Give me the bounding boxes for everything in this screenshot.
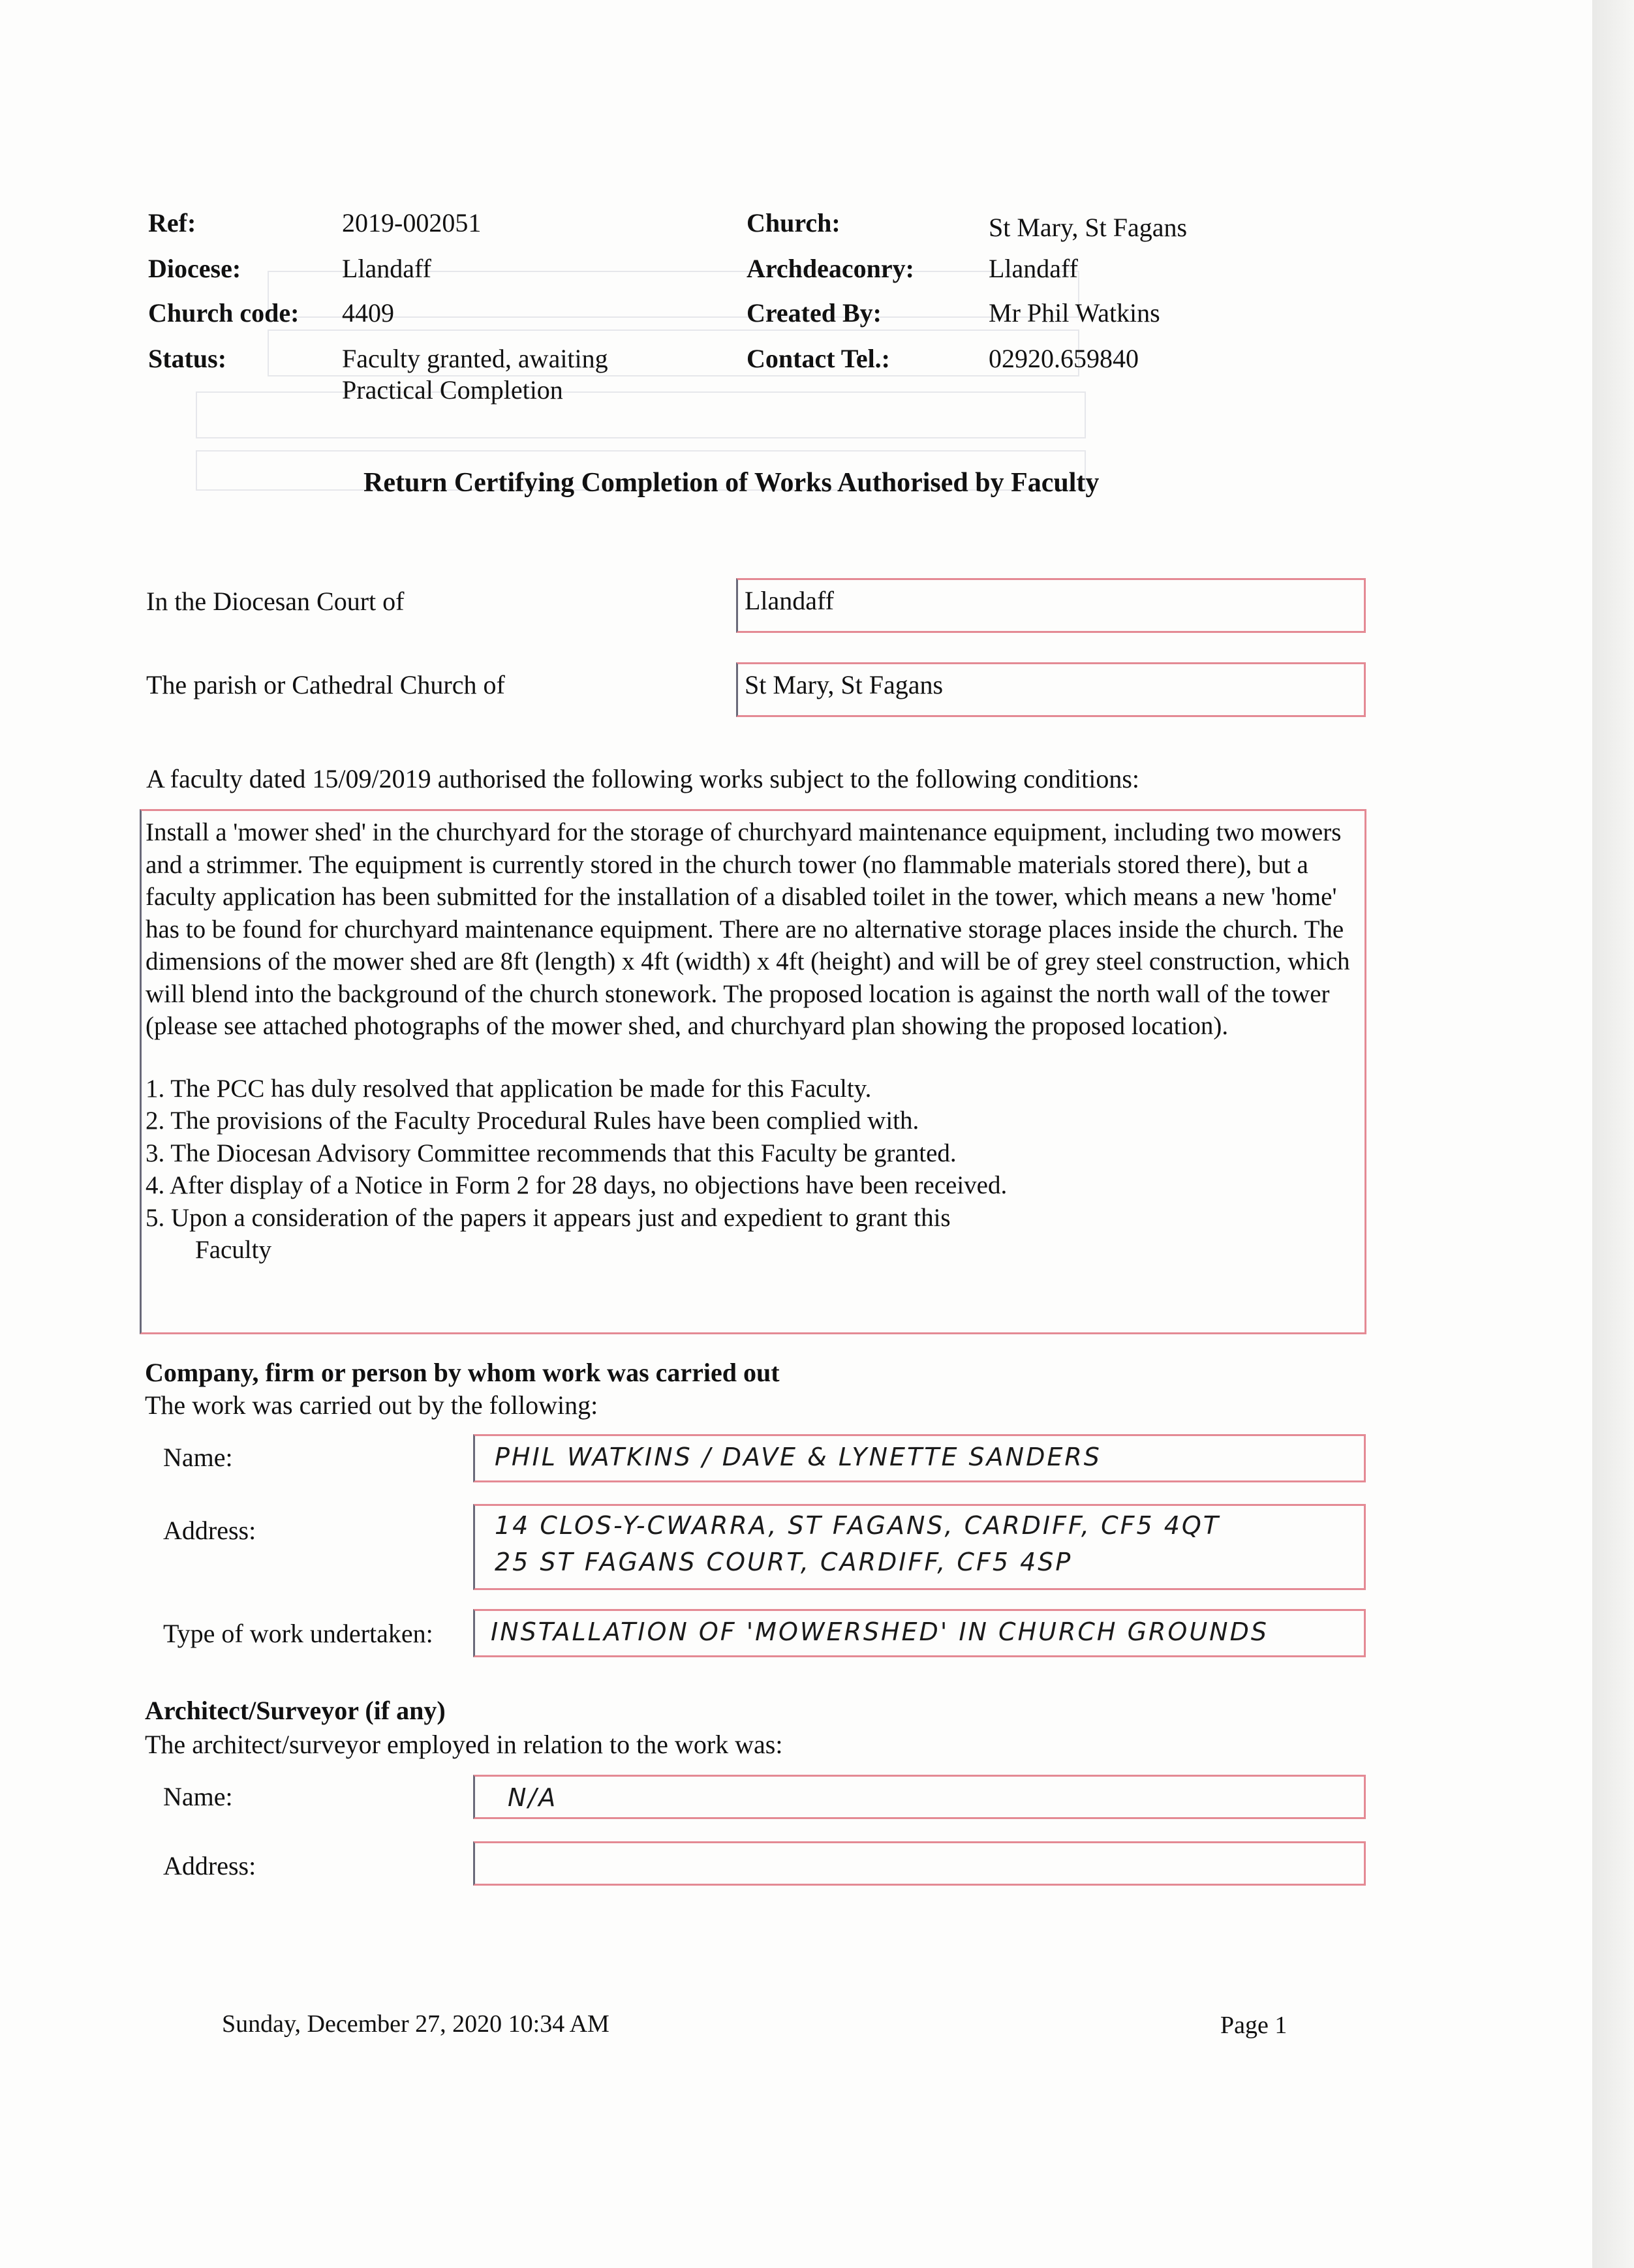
work-type-label: Type of work undertaken: xyxy=(163,1619,433,1648)
company-subheading: The work was carried out by the following: xyxy=(145,1390,598,1420)
company-address-line2: 25 ST FAGANS COURT, CARDIFF, CF5 4SP xyxy=(495,1548,1073,1576)
work-type-value: INSTALLATION OF 'MOWERSHED' IN CHURCH GROUNDS xyxy=(491,1617,1269,1646)
church-code-label: Church code: xyxy=(148,298,300,328)
architect-name-field[interactable] xyxy=(473,1775,1366,1819)
footer-date: Sunday, December 27, 2020 10:34 AM xyxy=(222,2010,609,2038)
court-field[interactable] xyxy=(736,578,1366,633)
ref-label: Ref: xyxy=(148,208,196,238)
footer-page-number: Page 1 xyxy=(1220,2012,1287,2039)
form-title: Return Certifying Completion of Works Authorised by Faculty xyxy=(363,468,1100,498)
faculty-intro: A faculty dated 15/09/2019 authorised the following works subject to the following conditions: xyxy=(146,764,1139,793)
company-name-field[interactable] xyxy=(473,1434,1366,1482)
court-label: In the Diocesan Court of xyxy=(146,587,405,616)
company-address-line1: 14 CLOS-Y-CWARRA, ST FAGANS, CARDIFF, CF5 4QT xyxy=(495,1511,1221,1540)
condition-item: 4. After display of a Notice in Form 2 for 28 days, no objections have been received. xyxy=(146,1171,1008,1199)
diocese-label: Diocese: xyxy=(148,254,241,283)
parish-label: The parish or Cathedral Church of xyxy=(146,670,505,699)
status-label: Status: xyxy=(148,344,227,373)
page-edge xyxy=(1592,0,1634,2268)
condition-item-continuation: Faculty xyxy=(195,1236,271,1264)
architect-heading: Architect/Surveyor (if any) xyxy=(145,1696,446,1725)
architect-name-label: Name: xyxy=(163,1782,233,1811)
company-address-field[interactable] xyxy=(473,1504,1366,1590)
company-heading: Company, firm or person by whom work was carried out xyxy=(145,1358,780,1387)
status-value-line2: Practical Completion xyxy=(342,375,563,405)
architect-address-label: Address: xyxy=(163,1851,256,1880)
ref-value: 2019-002051 xyxy=(342,208,482,238)
work-type-field[interactable] xyxy=(473,1609,1366,1657)
status-value-line1: Faculty granted, awaiting xyxy=(342,344,608,373)
condition-item: 1. The PCC has duly resolved that application be made for this Faculty. xyxy=(146,1074,872,1103)
archdeaconry-label: Archdeaconry: xyxy=(747,254,914,283)
created-by-label: Created By: xyxy=(747,298,882,328)
company-address-label: Address: xyxy=(163,1516,256,1545)
architect-address-field[interactable] xyxy=(473,1841,1366,1886)
church-value: St Mary, St Fagans xyxy=(989,213,1188,242)
works-description-field[interactable] xyxy=(140,809,1366,1334)
contact-value: 02920.659840 xyxy=(989,344,1139,373)
contact-label: Contact Tel.: xyxy=(747,344,890,373)
architect-name-value: N/A xyxy=(508,1783,558,1812)
created-by-value: Mr Phil Watkins xyxy=(989,298,1160,328)
parish-value: St Mary, St Fagans xyxy=(745,670,944,699)
architect-subheading: The architect/surveyor employed in relation to the work was: xyxy=(145,1730,783,1759)
archdeaconry-value: Llandaff xyxy=(989,254,1078,283)
parish-field[interactable] xyxy=(736,662,1366,717)
diocese-value: Llandaff xyxy=(342,254,431,283)
works-description: Install a 'mower shed' in the churchyard for the storage of churchyard maintenance equipment, including two mowers and a strimmer. The equipment is currently stored in the church tower (no flammable materials stored there), but a faculty application has been submitted for the installation of a disabled toilet in the tower, which means a new 'home' has to be found for churchyard maintenance equipment. There are no alternative storage places inside the church. The dimensions of the mower shed are 8ft (length) x 4ft (width) x 4ft (height) and will be of grey steel construction, which will blend into the background of the church stonework. The proposed location is against the north wall of the tower (please see attached photographs of the mower shed, and churchyard plan showing the proposed location). xyxy=(146,818,1350,1040)
condition-item: 2. The provisions of the Faculty Procedural Rules have been complied with. xyxy=(146,1107,919,1135)
condition-item: 3. The Diocesan Advisory Committee recommends that this Faculty be granted. xyxy=(146,1139,957,1167)
church-code-value: 4409 xyxy=(342,298,394,328)
court-value: Llandaff xyxy=(745,586,834,615)
bleed-through-box xyxy=(196,391,1086,438)
condition-item: 5. Upon a consideration of the papers it appears just and expedient to grant this xyxy=(146,1203,951,1232)
company-name-value: PHIL WATKINS / DAVE & LYNETTE SANDERS xyxy=(495,1443,1102,1471)
company-name-label: Name: xyxy=(163,1443,233,1472)
church-label: Church: xyxy=(747,208,840,238)
